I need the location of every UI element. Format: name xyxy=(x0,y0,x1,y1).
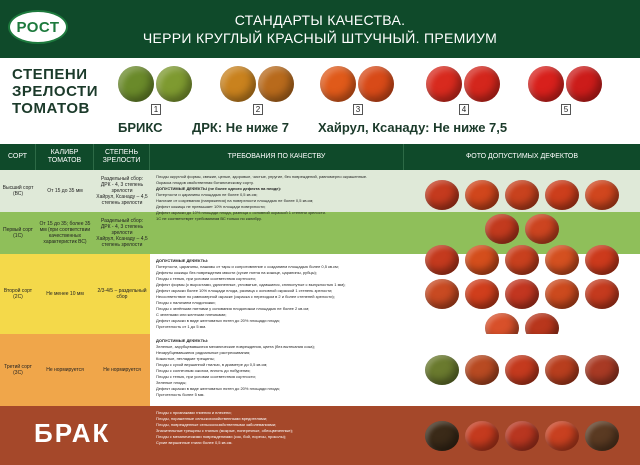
page-header xyxy=(0,0,640,58)
requirement-line: Плоды, пораженные сельскохозяйственными вредителями; xyxy=(156,416,268,421)
requirement-line: Зеленые, зарубцевавшиеся механические повреждения, цвета (без вытекания сока); xyxy=(156,344,315,349)
ripeness-stage-3 xyxy=(320,66,394,102)
stage-number: 4 xyxy=(459,104,469,115)
defect-photo xyxy=(545,180,579,210)
ripeness-cell: 2/3-4/5 – раздельный сбор xyxy=(97,288,147,300)
sort-cell: Высший сорт (ВС) xyxy=(2,185,34,197)
requirement-line: Окраска плодов свойственная ботаническому сорту. xyxy=(156,180,254,185)
table-row-brak xyxy=(0,406,640,465)
defect-photo xyxy=(585,180,619,210)
defect-photo xyxy=(585,421,619,451)
requirement-line: Дефект кожицы не превышает 10% площади поверхности; xyxy=(156,204,266,209)
ripeness-stage-4 xyxy=(426,66,500,102)
defect-photo xyxy=(505,245,539,275)
requirement-line: Плоды с тенью, при условии соответствия сортности; xyxy=(156,276,256,281)
sort-cell: Третий сорт (3С) xyxy=(4,364,32,376)
defect-photo xyxy=(505,355,539,385)
defect-photo xyxy=(425,421,459,451)
requirement-line: Потертости и царапины площадью не более 0,5 кв.см; xyxy=(156,192,258,197)
defect-photo xyxy=(505,279,539,309)
requirement-line: Пустотелость от 1 до 5 мм. xyxy=(156,324,207,329)
defect-photo xyxy=(545,421,579,451)
table-header xyxy=(0,144,640,170)
ripeness-stage-1 xyxy=(118,66,192,102)
requirement-line: Незарубцевавшиеся радиальные растрескивания; xyxy=(156,350,251,355)
requirement-line: Плоды с сухой вершинной гнилью, в диаметре до 0,5 кв.см; xyxy=(156,362,268,367)
defect-photo xyxy=(465,355,499,385)
ripeness-stage-2 xyxy=(220,66,294,102)
ripeness-cell: Не нормируется xyxy=(103,367,141,373)
requirement-line: 1С не соответствует требованиям ВС только по калибру. xyxy=(156,216,262,221)
defect-photo xyxy=(465,279,499,309)
col-photos: ФОТО ДОПУСТИМЫХ ДЕФЕКТОВ xyxy=(465,153,579,160)
stage-number: 5 xyxy=(561,104,571,115)
requirement-line: Несоответствие по равномерной окраске (окраска с переходом в 2 и более степеней зрелости); xyxy=(156,294,335,299)
requirement-line: Дефекты кожицы без повреждения мякоти (сухие пятна на кожице, царапины, рубцы); xyxy=(156,270,317,275)
defect-photo xyxy=(425,279,459,309)
requirement-line: ДОПУСТИМЫЕ ДЕФЕКТЫ (не более одного дефекта на плоде): xyxy=(156,186,282,191)
defect-photo xyxy=(485,214,519,244)
defect-photo xyxy=(545,279,579,309)
requirement-line: Потертости, царапины, нажимы от тары и сопротивление с созданием площадью более 0,5 кв.см; xyxy=(156,264,339,269)
drk-label: ДРК: Не ниже 7 xyxy=(192,120,289,135)
requirements-3s xyxy=(150,334,404,406)
defect-photo xyxy=(425,355,459,385)
table-row-2s xyxy=(0,254,640,334)
defect-photo xyxy=(465,421,499,451)
requirement-line: Наличие от созревания (напряжения) на поверхности площадью не более 0,5 кв.см; xyxy=(156,198,314,203)
col-sort: СОРТ xyxy=(0,144,36,170)
requirement-line: Дефект окраски в виде желтоватых пятен до 20% площади плода; xyxy=(156,318,280,323)
tomato-image xyxy=(528,66,564,102)
tomato-image xyxy=(258,66,294,102)
tomato-image xyxy=(118,66,154,102)
defect-photo xyxy=(525,214,559,244)
tomato-image xyxy=(358,66,394,102)
table-row-vs-1s-details xyxy=(0,170,640,254)
requirement-line: Значительные трещины с гнилью (мокрые, поперечные, обесцвеченные); xyxy=(156,428,294,433)
requirement-line: Плоды округлой формы, свежие, целые, здоровые, чистые, упругие, без повреждений, равномерно окрашенные. xyxy=(156,174,368,179)
requirement-line: ДОПУСТИМЫЕ ДЕФЕКТЫ: xyxy=(156,338,209,343)
stage-number: 1 xyxy=(151,104,161,115)
defect-photo xyxy=(425,180,459,210)
requirement-line: Плоды с тенью, при условии соответствия сортности; xyxy=(156,374,256,379)
table-row-3s xyxy=(0,334,640,406)
defect-photo xyxy=(545,245,579,275)
defect-photos-2s xyxy=(404,254,640,334)
col-ripeness: СТЕПЕНЬ ЗРЕЛОСТИ xyxy=(94,144,150,170)
defect-photo xyxy=(505,180,539,210)
requirement-line: Зеленые плоды; xyxy=(156,380,187,385)
requirement-line: Кожистые, негладкие трещины; xyxy=(156,356,215,361)
ripeness-cell: Раздельный сбор: ДРК - 4, 3 степень зрелости Хайрул, Ксанаду – 4,5 степень зрелости xyxy=(96,176,148,206)
defect-photos-brak xyxy=(404,406,640,465)
tomato-image xyxy=(156,66,192,102)
col-caliber: КАЛИБР ТОМАТОВ xyxy=(36,144,94,170)
defect-photo xyxy=(585,355,619,385)
defect-photo xyxy=(465,180,499,210)
hairul-label: Хайрул, Ксанаду: Не ниже 7,5 xyxy=(318,120,508,135)
requirement-line: Плоды, поврежденные сельскохозяйственными заболеваниями; xyxy=(156,422,277,427)
requirement-line: Сухие вершинные гнили более 0,5 кв.см. xyxy=(156,440,233,445)
requirement-line: Плоды с зелёными пятнами у основания плодоножки площадью не более 2 кв.см; xyxy=(156,306,310,311)
ripeness-stage-5 xyxy=(528,66,602,102)
sort-cell: Первый сорт (1С) xyxy=(3,227,33,239)
requirement-line: Дефект окраски в виде желтоватых пятен до 20% площади плода; xyxy=(156,386,280,391)
tomato-image xyxy=(320,66,356,102)
tomato-image xyxy=(426,66,462,102)
requirement-line: С зелеными или желтыми плечиками; xyxy=(156,312,227,317)
sort-cell: Второй сорт (2С) xyxy=(3,288,33,300)
requirements-brak xyxy=(150,406,404,465)
defect-photo xyxy=(585,245,619,275)
defect-photo xyxy=(585,279,619,309)
tomato-image xyxy=(566,66,602,102)
ripeness-label: СТЕПЕНИ ЗРЕЛОСТИ ТОМАТОВ xyxy=(12,66,99,117)
ripeness-cell: Раздельный сбор: ДРК - 4, 3 степень зрелости Хайрул, Ксанаду – 4,5 степень зрелости xyxy=(96,218,148,248)
requirement-line: Плоды с солнечным ожогом, вплоть до побурения; xyxy=(156,368,251,373)
tomato-image xyxy=(464,66,500,102)
requirement-line: Плоды с механическими повреждениями (сок, бой, порезы, проколы); xyxy=(156,434,287,439)
caliber-cell: Не нормируется xyxy=(46,367,84,373)
requirements-2s xyxy=(150,254,404,334)
requirement-line: Пустотелость более 5 мм. xyxy=(156,392,205,397)
brix-label: БРИКС xyxy=(118,120,163,135)
defect-photos-3s xyxy=(404,334,640,406)
requirement-line: Дефект окраски более 10% площади плода, разница с основной окраской 1 степень зрелости; xyxy=(156,288,333,293)
requirement-line: Дефект окраски до 10% площади плода, разница с основной окраской 1 степени зрелости. xyxy=(156,210,326,215)
defect-photo xyxy=(465,245,499,275)
requirement-line: Плоды с признаками гниения и плесени; xyxy=(156,410,232,415)
requirements-vs xyxy=(150,170,404,254)
defect-photo xyxy=(505,421,539,451)
caliber-cell: Не менее 10 мм xyxy=(46,291,84,297)
defect-photo xyxy=(545,355,579,385)
requirement-line: ДОПУСТИМЫЕ ДЕФЕКТЫ: xyxy=(156,258,209,263)
brak-title: БРАК xyxy=(34,418,111,448)
logo-text: РОСТ xyxy=(16,18,60,36)
ripeness-stages xyxy=(0,58,640,140)
requirement-line: Плоды с наличием плодоножки; xyxy=(156,300,216,305)
caliber-cell: От 15 до 35; более 35 мм (при соответствии качественных характеристик ВС) xyxy=(39,221,91,245)
page-title-line2: ЧЕРРИ КРУГЛЫЙ КРАСНЫЙ ШТУЧНЫЙ. ПРЕМИУМ xyxy=(142,30,498,46)
caliber-cell: От 15 до 35 мм xyxy=(47,188,83,194)
stage-number: 2 xyxy=(253,104,263,115)
stage-number: 3 xyxy=(353,104,363,115)
defect-photo xyxy=(425,245,459,275)
tomato-image xyxy=(220,66,256,102)
page-title-line1: СТАНДАРТЫ КАЧЕСТВА. xyxy=(234,12,406,28)
col-requirements: ТРЕБОВАНИЯ ПО КАЧЕСТВУ xyxy=(150,144,404,170)
requirement-line: Дефект формы (с выростами, удлиненные, угловатые, сдавшиеся, сплюснутые с выпуклостью 1 мм); xyxy=(156,282,346,287)
defect-photos-vs xyxy=(404,170,640,254)
